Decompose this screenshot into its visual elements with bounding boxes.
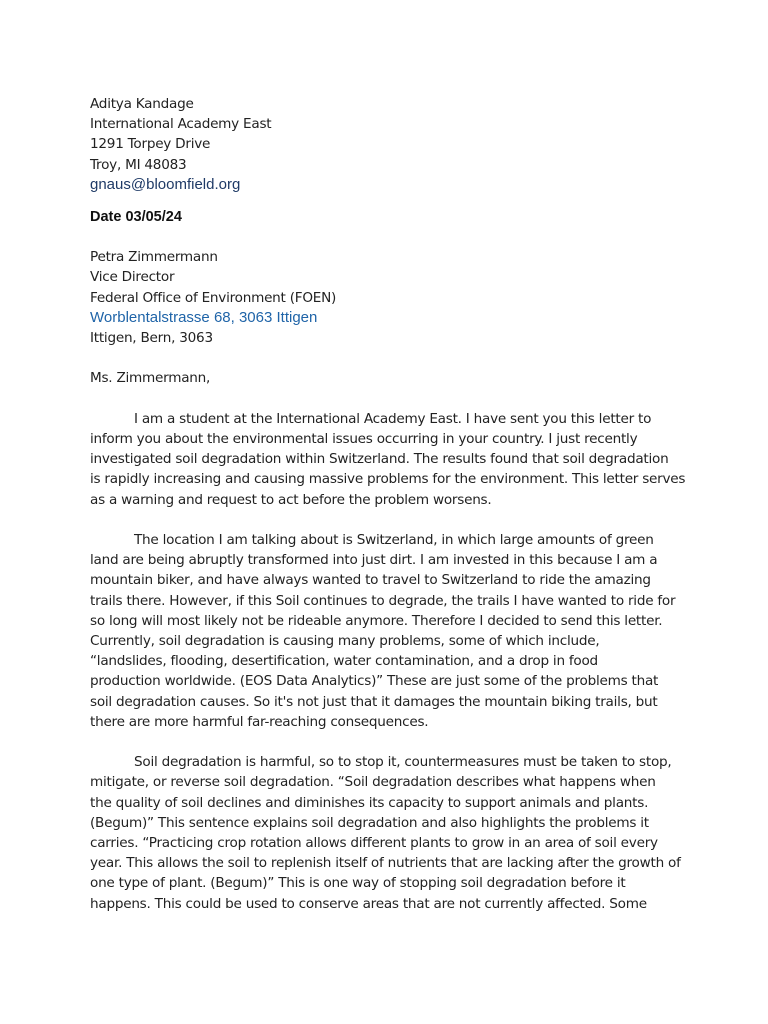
paragraph-line: mitigate, or reverse soil degradation. “Soil degradation describes what happens when xyxy=(90,774,656,791)
paragraph-line: investigated soil degradation within Switzerland. The results found that soil degradation xyxy=(90,451,669,468)
paragraph-line: happens. This could be used to conserve areas that are not currently affected. Some xyxy=(90,895,647,912)
paragraph-line: “landslides, flooding, desertification, water contamination, and a drop in food xyxy=(90,653,598,670)
recipient-name: Petra Zimmermann xyxy=(90,249,218,266)
paragraph-line: Currently, soil degradation is causing many problems, some of which include, xyxy=(90,633,600,650)
letter-content xyxy=(90,94,690,914)
salutation: Ms. Zimmermann, xyxy=(90,370,211,387)
paragraph-line: inform you about the environmental issues occurring in your country. I just recently xyxy=(90,431,638,447)
recipient-title: Vice Director xyxy=(90,269,175,286)
paragraph-line: there are more harmful far-reaching consequences. xyxy=(90,713,429,730)
paragraph-line: soil degradation causes. So it's not just that it damages the mountain biking trails, but xyxy=(90,693,658,710)
sender-school: International Academy East xyxy=(90,116,272,133)
paragraph-line: the quality of soil declines and diminishes its capacity to support animals and plants. xyxy=(90,794,649,811)
paragraph-line: (Begum)” This sentence explains soil degradation and also highlights the problems it xyxy=(90,814,649,831)
paragraph-line: production worldwide. (EOS Data Analytics)” These are just some of the problems that xyxy=(90,673,659,690)
paragraph-line: is rapidly increasing and causing massive problems for the environment. This letter serves xyxy=(90,471,686,488)
recipient-office: Federal Office of Environment (FOEN) xyxy=(90,289,337,306)
recipient-city: Ittigen, Bern, 3063 xyxy=(90,330,213,347)
sender-street: 1291 Torpey Drive xyxy=(90,136,211,153)
paragraph-line: so long will most likely not be rideable anymore. Therefore I decided to send this letter. xyxy=(90,612,663,629)
spacer xyxy=(90,348,690,368)
paragraph-3 xyxy=(90,752,690,914)
paragraph-line: land are being abruptly transformed into just dirt. I am invested in this because I am a xyxy=(90,552,658,569)
paragraph-line: as a warning and request to act before the problem worsens. xyxy=(90,491,492,508)
spacer xyxy=(90,227,690,247)
spacer xyxy=(90,389,690,409)
recipient-block xyxy=(90,247,690,348)
spacer xyxy=(90,732,690,752)
paragraph-line: one type of plant. (Begum)” This is one way of stopping soil degradation before it xyxy=(90,875,626,892)
paragraph-line: trails there. However, if this Soil continues to degrade, the trails I have wanted to ride for xyxy=(90,592,676,609)
paragraph-line: The location I am talking about is Switzerland, in which large amounts of green xyxy=(134,532,654,548)
spacer xyxy=(90,510,690,530)
paragraph-line: carries. “Practicing crop rotation allows different plants to grow in an area of soil every xyxy=(90,835,658,852)
sender-block xyxy=(90,94,690,195)
paragraph-line: year. This allows the soil to replenish itself of nutrients that are lacking after the growth of xyxy=(90,855,681,872)
sender-name: Aditya Kandage xyxy=(90,96,194,112)
paragraph-line: Soil degradation is harmful, so to stop it, countermeasures must be taken to stop, xyxy=(134,754,672,771)
paragraph-1 xyxy=(90,409,690,510)
paragraph-line: mountain biker, and have always wanted to travel to Switzerland to ride the amazing xyxy=(90,572,651,589)
sender-email[interactable]: gnaus@bloomfield.org xyxy=(90,175,241,193)
sender-city: Troy, MI 48083 xyxy=(90,156,187,173)
paragraph-2 xyxy=(90,530,690,732)
letter-date: Date 03/05/24 xyxy=(90,209,182,226)
paragraph-line: I am a student at the International Academy East. I have sent you this letter to xyxy=(134,410,652,427)
recipient-address[interactable]: Worblentalstrasse 68, 3063 Ittigen xyxy=(90,308,318,326)
